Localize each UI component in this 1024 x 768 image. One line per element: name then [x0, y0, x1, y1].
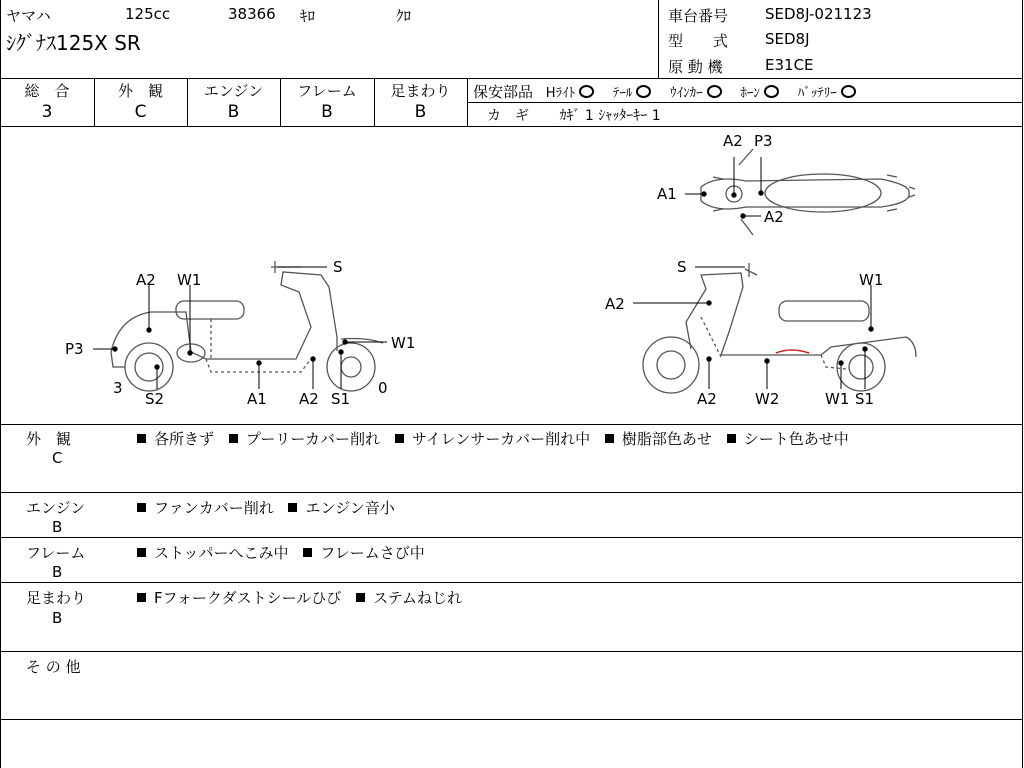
bullet-square-icon	[356, 593, 365, 602]
ok-mark-icon	[707, 85, 722, 98]
notes-items	[137, 497, 405, 518]
safety-item-name: ﾎｰﾝ	[740, 86, 760, 101]
note-item: サイレンサーカバー削れ中	[395, 430, 590, 448]
note-item: ストッパーへこみ中	[137, 544, 289, 562]
score-value: B	[321, 102, 333, 122]
key-row	[487, 105, 661, 125]
safety-parts-row	[473, 81, 856, 102]
safety-mid	[467, 102, 1023, 103]
label-left-a2-low: A2	[299, 390, 319, 408]
safety-item-name: ﾃｰﾙ	[612, 86, 633, 101]
frame-no: SED8J-021123	[765, 5, 872, 23]
bullet-square-icon	[727, 434, 736, 443]
notes-category: 外 観	[26, 430, 72, 448]
bullet-square-icon	[137, 503, 146, 512]
ok-mark-icon	[636, 85, 651, 98]
notes-category: エンジン	[26, 499, 86, 517]
safety-item-name: ﾊﾞｯﾃﾘｰ	[797, 86, 837, 101]
note-item: 樹脂部色あせ	[605, 430, 712, 448]
bullet-square-icon	[288, 503, 297, 512]
bullet-square-icon	[229, 434, 238, 443]
key-label: カ ギ	[487, 108, 529, 124]
label-left-a2: A2	[136, 271, 156, 289]
safety-item-tail	[613, 86, 652, 101]
safety-item-name: ｳｲﾝｶｰ	[670, 86, 703, 101]
notes-sep-2	[0, 537, 1023, 538]
note-item: フレームさび中	[303, 544, 424, 562]
label-left-front-tire: 0	[378, 379, 388, 397]
notes-grade: C	[52, 449, 63, 467]
note-item: Fフォークダストシールひび	[137, 589, 341, 607]
bullet-square-icon	[137, 548, 146, 557]
note-item: 各所きず	[137, 430, 214, 448]
notes-sep-1	[0, 492, 1023, 493]
ok-mark-icon	[764, 85, 779, 98]
score-label: 足まわり	[390, 82, 451, 100]
model-name: ｼｸﾞﾅｽ125X SR	[6, 31, 141, 55]
safety-item-name: Hﾗｲﾄ	[545, 86, 576, 101]
score-value: 3	[41, 102, 53, 122]
type-label: 型 式	[668, 32, 729, 50]
bullet-square-icon	[605, 434, 614, 443]
safety-item-headlight	[546, 86, 594, 101]
notes-category: そ の 他	[26, 658, 81, 676]
header-divider	[658, 0, 659, 78]
notes-category: フレーム	[26, 544, 86, 562]
label-top-a2: A2	[723, 132, 743, 150]
frame-no-label: 車台番号	[668, 7, 729, 25]
score-label: 総 合	[24, 82, 70, 100]
label-right-w1: W1	[859, 271, 884, 289]
safety-item-horn	[740, 86, 779, 101]
notes-sep-3	[0, 582, 1023, 583]
key-value: ｶｷﾞ 1 ｼｬｯﾀｰｷｰ 1	[559, 108, 661, 124]
notes-grade: B	[52, 609, 63, 627]
notes-items	[137, 542, 435, 563]
maker: ヤマハ	[6, 7, 51, 25]
label-left-rear-tire: 3	[113, 379, 123, 397]
ok-mark-icon	[841, 85, 856, 98]
body-color: ｸﾛ	[396, 7, 412, 25]
label-left-w1: W1	[177, 271, 202, 289]
diagram-bottom	[0, 424, 1023, 425]
bullet-square-icon	[303, 548, 312, 557]
notes-items	[137, 428, 859, 449]
note-item: エンジン音小	[288, 499, 394, 517]
label-left-w1-front: W1	[391, 334, 416, 352]
bullet-square-icon	[395, 434, 404, 443]
notes-category: 足まわり	[26, 589, 87, 607]
label-left-s1: S1	[331, 390, 351, 408]
label-left-p3: P3	[65, 340, 84, 358]
label-right-s: S	[677, 258, 687, 276]
label-right-w1-low: W1	[825, 390, 850, 408]
header-bottom	[0, 78, 1023, 79]
label-right-a2-low: A2	[697, 390, 717, 408]
safety-item-winker	[670, 86, 722, 101]
score-value: B	[414, 102, 427, 122]
label-top-a2-low: A2	[764, 208, 784, 226]
damage-diagram	[1, 127, 1021, 423]
top-view-scooter	[701, 149, 915, 235]
note-item: ステムねじれ	[356, 589, 462, 607]
label-top-a1: A1	[657, 185, 677, 203]
frame-right	[1022, 0, 1023, 768]
note-item: シート色あせ中	[727, 430, 849, 448]
bullet-square-icon	[137, 434, 146, 443]
bullet-square-icon	[137, 593, 146, 602]
notes-sep-4	[0, 651, 1023, 652]
mileage: 38366	[228, 5, 276, 23]
mileage-unit: ｷﾛ	[300, 7, 316, 25]
score-divider-5	[467, 78, 468, 126]
label-left-a1: A1	[247, 390, 267, 408]
safety-item-battery	[798, 86, 856, 101]
note-item: プーリーカバー削れ	[229, 430, 380, 448]
safety-label: 保安部品	[473, 83, 534, 101]
ok-mark-icon	[579, 85, 594, 98]
type-value: SED8J	[765, 30, 810, 48]
score-value: B	[227, 102, 240, 122]
notes-items	[137, 587, 472, 608]
label-top-p3: P3	[754, 132, 773, 150]
displacement: 125cc	[125, 5, 171, 23]
engine-label: 原 動 機	[668, 58, 723, 76]
score-label: エンジン	[203, 82, 264, 100]
label-right-a2: A2	[605, 295, 625, 313]
notes-sep-5	[0, 719, 1023, 720]
score-value: C	[134, 102, 147, 122]
notes-grade: B	[52, 563, 63, 581]
engine-value: E31CE	[765, 56, 814, 74]
score-label: フレーム	[297, 82, 357, 100]
label-right-w2: W2	[755, 390, 780, 408]
note-item: ファンカバー削れ	[137, 499, 274, 517]
label-right-s1: S1	[855, 390, 875, 408]
score-label: 外 観	[117, 82, 163, 100]
label-left-s2: S2	[145, 390, 165, 408]
notes-grade: B	[52, 518, 63, 536]
label-left-s: S	[333, 258, 343, 276]
